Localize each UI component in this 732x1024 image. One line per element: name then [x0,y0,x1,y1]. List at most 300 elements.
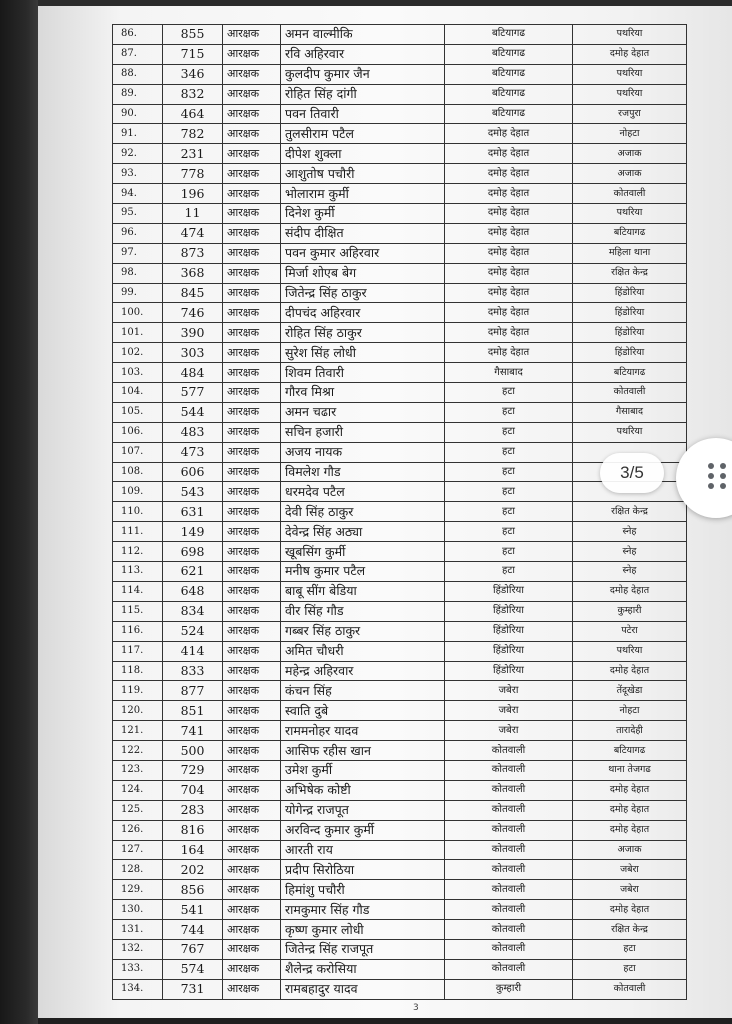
current-posting-cell: जबेरा [445,701,573,721]
rank-cell: आरक्षक [223,442,281,462]
new-posting-cell: दमोह देहात [573,661,687,681]
new-posting-cell: पथरिया [573,64,687,84]
table-row [113,303,687,323]
name-cell: जितेन्द्र सिंह राजपूत [281,939,445,959]
table-row [113,502,687,522]
current-posting-cell: कोतवाली [445,800,573,820]
rank-cell: आरक्षक [223,581,281,601]
serial-number-cell: 93. [113,164,163,184]
new-posting-cell: दमोह देहात [573,44,687,64]
new-posting-cell: कोतवाली [573,184,687,204]
name-cell: शैलेन्द्र करोसिया [281,959,445,979]
constable-number-cell: 202 [163,860,223,880]
current-posting-cell: दमोह देहात [445,204,573,224]
name-cell: कृष्ण कुमार लोधी [281,920,445,940]
constable-number-cell: 729 [163,760,223,780]
name-cell: कुलदीप कुमार जैन [281,64,445,84]
current-posting-cell: बटियागढ [445,64,573,84]
current-posting-cell: हटा [445,482,573,502]
table-row [113,542,687,562]
name-cell: आशुतोष पचौरी [281,164,445,184]
current-posting-cell: हिंडोरिया [445,601,573,621]
current-posting-cell: हटा [445,562,573,582]
serial-number-cell: 94. [113,184,163,204]
constable-number-cell: 149 [163,522,223,542]
new-posting-cell: महिला थाना [573,243,687,263]
name-cell: दीपचंद अहिरवार [281,303,445,323]
constable-number-cell: 231 [163,144,223,164]
constable-number-cell: 346 [163,64,223,84]
table-row [113,383,687,403]
name-cell: रोहित सिंह दांगी [281,84,445,104]
new-posting-cell: जबेरा [573,880,687,900]
rank-cell: आरक्षक [223,184,281,204]
current-posting-cell: दमोह देहात [445,164,573,184]
constable-number-cell: 543 [163,482,223,502]
table-row [113,343,687,363]
rank-cell: आरक्षक [223,84,281,104]
transfer-list-table [112,24,687,1000]
current-posting-cell: गैसाबाद [445,363,573,383]
current-posting-cell: दमोह देहात [445,303,573,323]
name-cell: मिर्जा शोएब बेग [281,263,445,283]
current-posting-cell: दमोह देहात [445,343,573,363]
table-row [113,204,687,224]
table-row [113,900,687,920]
table-row [113,860,687,880]
current-posting-cell: दमोह देहात [445,283,573,303]
name-cell: अरविन्द कुमार कुर्मी [281,820,445,840]
current-posting-cell: दमोह देहात [445,263,573,283]
new-posting-cell: बटियागढ [573,363,687,383]
constable-number-cell: 483 [163,422,223,442]
table-row [113,959,687,979]
name-cell: मनीष कुमार पटैल [281,562,445,582]
serial-number-cell: 104. [113,383,163,403]
table-row [113,402,687,422]
rank-cell: आरक्षक [223,920,281,940]
current-posting-cell: हटा [445,422,573,442]
new-posting-cell: तेंदूखेडा [573,681,687,701]
constable-number-cell: 474 [163,223,223,243]
table-row [113,721,687,741]
current-posting-cell: कोतवाली [445,920,573,940]
constable-number-cell: 855 [163,25,223,45]
serial-number-cell: 133. [113,959,163,979]
rank-cell: आरक्षक [223,402,281,422]
table-row [113,800,687,820]
new-posting-cell: स्नेह [573,522,687,542]
page-indicator: 3/5 [600,453,664,493]
serial-number-cell: 87. [113,44,163,64]
serial-number-cell: 112. [113,542,163,562]
constable-number-cell: 767 [163,939,223,959]
constable-number-cell: 782 [163,124,223,144]
constable-number-cell: 631 [163,502,223,522]
serial-number-cell: 119. [113,681,163,701]
new-posting-cell: स्नेह [573,562,687,582]
rank-cell: आरक्षक [223,820,281,840]
constable-number-cell: 833 [163,661,223,681]
table-row [113,760,687,780]
rank-cell: आरक्षक [223,542,281,562]
table-row [113,323,687,343]
serial-number-cell: 120. [113,701,163,721]
current-posting-cell: हटा [445,522,573,542]
rank-cell: आरक्षक [223,780,281,800]
constable-number-cell: 731 [163,979,223,999]
constable-number-cell: 164 [163,840,223,860]
constable-number-cell: 746 [163,303,223,323]
constable-number-cell: 715 [163,44,223,64]
rank-cell: आरक्षक [223,502,281,522]
new-posting-cell: रजपुरा [573,104,687,124]
new-posting-cell: नोहटा [573,701,687,721]
current-posting-cell: जबेरा [445,681,573,701]
serial-number-cell: 131. [113,920,163,940]
rank-cell: आरक्षक [223,343,281,363]
constable-number-cell: 484 [163,363,223,383]
new-posting-cell: दमोह देहात [573,780,687,800]
constable-number-cell: 816 [163,820,223,840]
name-cell: बाबू सींग बेडिया [281,581,445,601]
name-cell: संदीप दीक्षित [281,223,445,243]
rank-cell: आरक्षक [223,303,281,323]
rank-cell: आरक्षक [223,661,281,681]
new-posting-cell: बटियागढ [573,223,687,243]
current-posting-cell: हटा [445,442,573,462]
table-row [113,562,687,582]
serial-number-cell: 128. [113,860,163,880]
rank-cell: आरक्षक [223,422,281,442]
name-cell: अमन वाल्मीकि [281,25,445,45]
constable-number-cell: 283 [163,800,223,820]
table-row [113,939,687,959]
current-posting-cell: दमोह देहात [445,124,573,144]
constable-number-cell: 464 [163,104,223,124]
table-row [113,820,687,840]
serial-number-cell: 96. [113,223,163,243]
rank-cell: आरक्षक [223,562,281,582]
rank-cell: आरक्षक [223,164,281,184]
current-posting-cell: हटा [445,402,573,422]
name-cell: देवी सिंह ठाकुर [281,502,445,522]
current-posting-cell: हटा [445,462,573,482]
serial-number-cell: 95. [113,204,163,224]
serial-number-cell: 111. [113,522,163,542]
rank-cell: आरक्षक [223,144,281,164]
current-posting-cell: हटा [445,542,573,562]
serial-number-cell: 101. [113,323,163,343]
page-number: 3 [413,1003,419,1013]
table-row [113,880,687,900]
background-edge [0,0,38,1024]
table-row [113,263,687,283]
serial-number-cell: 108. [113,462,163,482]
table-row [113,979,687,999]
name-cell: रामकुमार सिंह गौड [281,900,445,920]
serial-number-cell: 124. [113,780,163,800]
constable-number-cell: 778 [163,164,223,184]
current-posting-cell: बटियागढ [445,104,573,124]
current-posting-cell: कोतवाली [445,820,573,840]
rank-cell: आरक्षक [223,64,281,84]
rank-cell: आरक्षक [223,900,281,920]
rank-cell: आरक्षक [223,979,281,999]
constable-number-cell: 698 [163,542,223,562]
table-row [113,681,687,701]
new-posting-cell: दमोह देहात [573,900,687,920]
table-row [113,442,687,462]
name-cell: योगेन्द्र राजपूत [281,800,445,820]
new-posting-cell: अजाक [573,164,687,184]
current-posting-cell: कोतवाली [445,880,573,900]
new-posting-cell: पथरिया [573,422,687,442]
table-row [113,641,687,661]
name-cell: अभिषेक कोष्टी [281,780,445,800]
constable-number-cell: 744 [163,920,223,940]
rank-cell: आरक्षक [223,681,281,701]
new-posting-cell: पथरिया [573,84,687,104]
rank-cell: आरक्षक [223,721,281,741]
grid-dots-icon [708,463,726,493]
constable-number-cell: 196 [163,184,223,204]
serial-number-cell: 117. [113,641,163,661]
serial-number-cell: 90. [113,104,163,124]
rank-cell: आरक्षक [223,641,281,661]
constable-number-cell: 574 [163,959,223,979]
serial-number-cell: 126. [113,820,163,840]
transfer-list-table-wrapper [112,24,686,1000]
constable-number-cell: 845 [163,283,223,303]
table-row [113,164,687,184]
rank-cell: आरक्षक [223,880,281,900]
name-cell: विमलेश गौड [281,462,445,482]
table-row [113,64,687,84]
new-posting-cell: हिंडोरिया [573,343,687,363]
table-row [113,25,687,45]
serial-number-cell: 110. [113,502,163,522]
new-posting-cell: हटा [573,939,687,959]
table-row [113,104,687,124]
rank-cell: आरक्षक [223,840,281,860]
new-posting-cell: हिंडोरिया [573,303,687,323]
table-row [113,363,687,383]
serial-number-cell: 88. [113,64,163,84]
constable-number-cell: 500 [163,741,223,761]
serial-number-cell: 100. [113,303,163,323]
name-cell: गौरव मिश्रा [281,383,445,403]
table-row [113,661,687,681]
serial-number-cell: 98. [113,263,163,283]
rank-cell: आरक्षक [223,701,281,721]
rank-cell: आरक्षक [223,223,281,243]
name-cell: वीर सिंह गौड [281,601,445,621]
name-cell: अजय नायक [281,442,445,462]
name-cell: रामबहादुर यादव [281,979,445,999]
new-posting-cell: स्नेह [573,542,687,562]
new-posting-cell: थाना तेजगढ [573,760,687,780]
constable-number-cell: 877 [163,681,223,701]
constable-number-cell: 704 [163,780,223,800]
new-posting-cell: पथरिया [573,204,687,224]
current-posting-cell: हिंडोरिया [445,621,573,641]
name-cell: महेन्द्र अहिरवार [281,661,445,681]
current-posting-cell: कोतवाली [445,780,573,800]
constable-number-cell: 414 [163,641,223,661]
current-posting-cell: जबेरा [445,721,573,741]
constable-number-cell: 621 [163,562,223,582]
rank-cell: आरक्षक [223,124,281,144]
name-cell: स्वाति दुबे [281,701,445,721]
constable-number-cell: 851 [163,701,223,721]
name-cell: दिनेश कुर्मी [281,204,445,224]
table-row [113,522,687,542]
constable-number-cell: 834 [163,601,223,621]
current-posting-cell: कोतवाली [445,741,573,761]
current-posting-cell: कोतवाली [445,939,573,959]
rank-cell: आरक्षक [223,939,281,959]
name-cell: दीपेश शुक्ला [281,144,445,164]
serial-number-cell: 105. [113,402,163,422]
table-row [113,184,687,204]
current-posting-cell: हटा [445,383,573,403]
constable-number-cell: 524 [163,621,223,641]
constable-number-cell: 577 [163,383,223,403]
rank-cell: आरक्षक [223,860,281,880]
serial-number-cell: 109. [113,482,163,502]
current-posting-cell: दमोह देहात [445,144,573,164]
new-posting-cell: रक्षित केन्द्र [573,920,687,940]
name-cell: रवि अहिरवार [281,44,445,64]
table-row [113,701,687,721]
current-posting-cell: दमोह देहात [445,243,573,263]
table-body [113,25,687,1000]
new-posting-cell: पटेरा [573,621,687,641]
rank-cell: आरक्षक [223,44,281,64]
current-posting-cell: बटियागढ [445,44,573,64]
constable-number-cell: 648 [163,581,223,601]
current-posting-cell: बटियागढ [445,84,573,104]
name-cell: तुलसीराम पटैल [281,124,445,144]
serial-number-cell: 123. [113,760,163,780]
current-posting-cell: दमोह देहात [445,184,573,204]
rank-cell: आरक्षक [223,522,281,542]
serial-number-cell: 132. [113,939,163,959]
name-cell: देवेन्द्र सिंह अठ्या [281,522,445,542]
table-row [113,920,687,940]
table-row [113,84,687,104]
name-cell: जितेन्द्र सिंह ठाकुर [281,283,445,303]
serial-number-cell: 118. [113,661,163,681]
constable-number-cell: 368 [163,263,223,283]
serial-number-cell: 103. [113,363,163,383]
current-posting-cell: कोतवाली [445,900,573,920]
current-posting-cell: हिंडोरिया [445,581,573,601]
new-posting-cell: पथरिया [573,25,687,45]
serial-number-cell: 106. [113,422,163,442]
new-posting-cell: कोतवाली [573,979,687,999]
serial-number-cell: 129. [113,880,163,900]
serial-number-cell: 127. [113,840,163,860]
new-posting-cell: जबेरा [573,860,687,880]
constable-number-cell: 606 [163,462,223,482]
rank-cell: आरक्षक [223,243,281,263]
serial-number-cell: 125. [113,800,163,820]
serial-number-cell: 122. [113,741,163,761]
rank-cell: आरक्षक [223,601,281,621]
name-cell: आरती राय [281,840,445,860]
constable-number-cell: 473 [163,442,223,462]
table-row [113,144,687,164]
name-cell: आसिफ रहीस खान [281,741,445,761]
new-posting-cell: पथरिया [573,641,687,661]
current-posting-cell: हिंडोरिया [445,641,573,661]
current-posting-cell: कोतवाली [445,860,573,880]
new-posting-cell: हटा [573,959,687,979]
serial-number-cell: 102. [113,343,163,363]
serial-number-cell: 99. [113,283,163,303]
current-posting-cell: बटियागढ [445,25,573,45]
name-cell: पवन कुमार अहिरवार [281,243,445,263]
name-cell: प्रदीप सिरोठिया [281,860,445,880]
table-row [113,840,687,860]
table-row [113,581,687,601]
new-posting-cell: दमोह देहात [573,581,687,601]
rank-cell: आरक्षक [223,25,281,45]
serial-number-cell: 130. [113,900,163,920]
new-posting-cell: अजाक [573,840,687,860]
rank-cell: आरक्षक [223,383,281,403]
name-cell: उमेश कुर्मी [281,760,445,780]
constable-number-cell: 741 [163,721,223,741]
name-cell: शिवम तिवारी [281,363,445,383]
name-cell: अमित चौधरी [281,641,445,661]
new-posting-cell: दमोह देहात [573,800,687,820]
name-cell: पवन तिवारी [281,104,445,124]
table-row [113,621,687,641]
new-posting-cell: कुम्हारी [573,601,687,621]
name-cell: हिमांशु पचौरी [281,880,445,900]
name-cell: गब्बर सिंह ठाकुर [281,621,445,641]
new-posting-cell: रक्षित केन्द्र [573,502,687,522]
current-posting-cell: कुम्हारी [445,979,573,999]
current-posting-cell: हटा [445,502,573,522]
current-posting-cell: दमोह देहात [445,323,573,343]
serial-number-cell: 107. [113,442,163,462]
rank-cell: आरक्षक [223,621,281,641]
serial-number-cell: 89. [113,84,163,104]
new-posting-cell: रक्षित केन्द्र [573,263,687,283]
name-cell: राममनोहर यादव [281,721,445,741]
serial-number-cell: 121. [113,721,163,741]
current-posting-cell: कोतवाली [445,959,573,979]
new-posting-cell: हिंडोरिया [573,283,687,303]
constable-number-cell: 390 [163,323,223,343]
table-row [113,283,687,303]
rank-cell: आरक्षक [223,204,281,224]
serial-number-cell: 114. [113,581,163,601]
rank-cell: आरक्षक [223,482,281,502]
serial-number-cell: 116. [113,621,163,641]
constable-number-cell: 832 [163,84,223,104]
rank-cell: आरक्षक [223,959,281,979]
constable-number-cell: 544 [163,402,223,422]
constable-number-cell: 303 [163,343,223,363]
table-row [113,482,687,502]
constable-number-cell: 11 [163,204,223,224]
new-posting-cell: गैसाबाद [573,402,687,422]
